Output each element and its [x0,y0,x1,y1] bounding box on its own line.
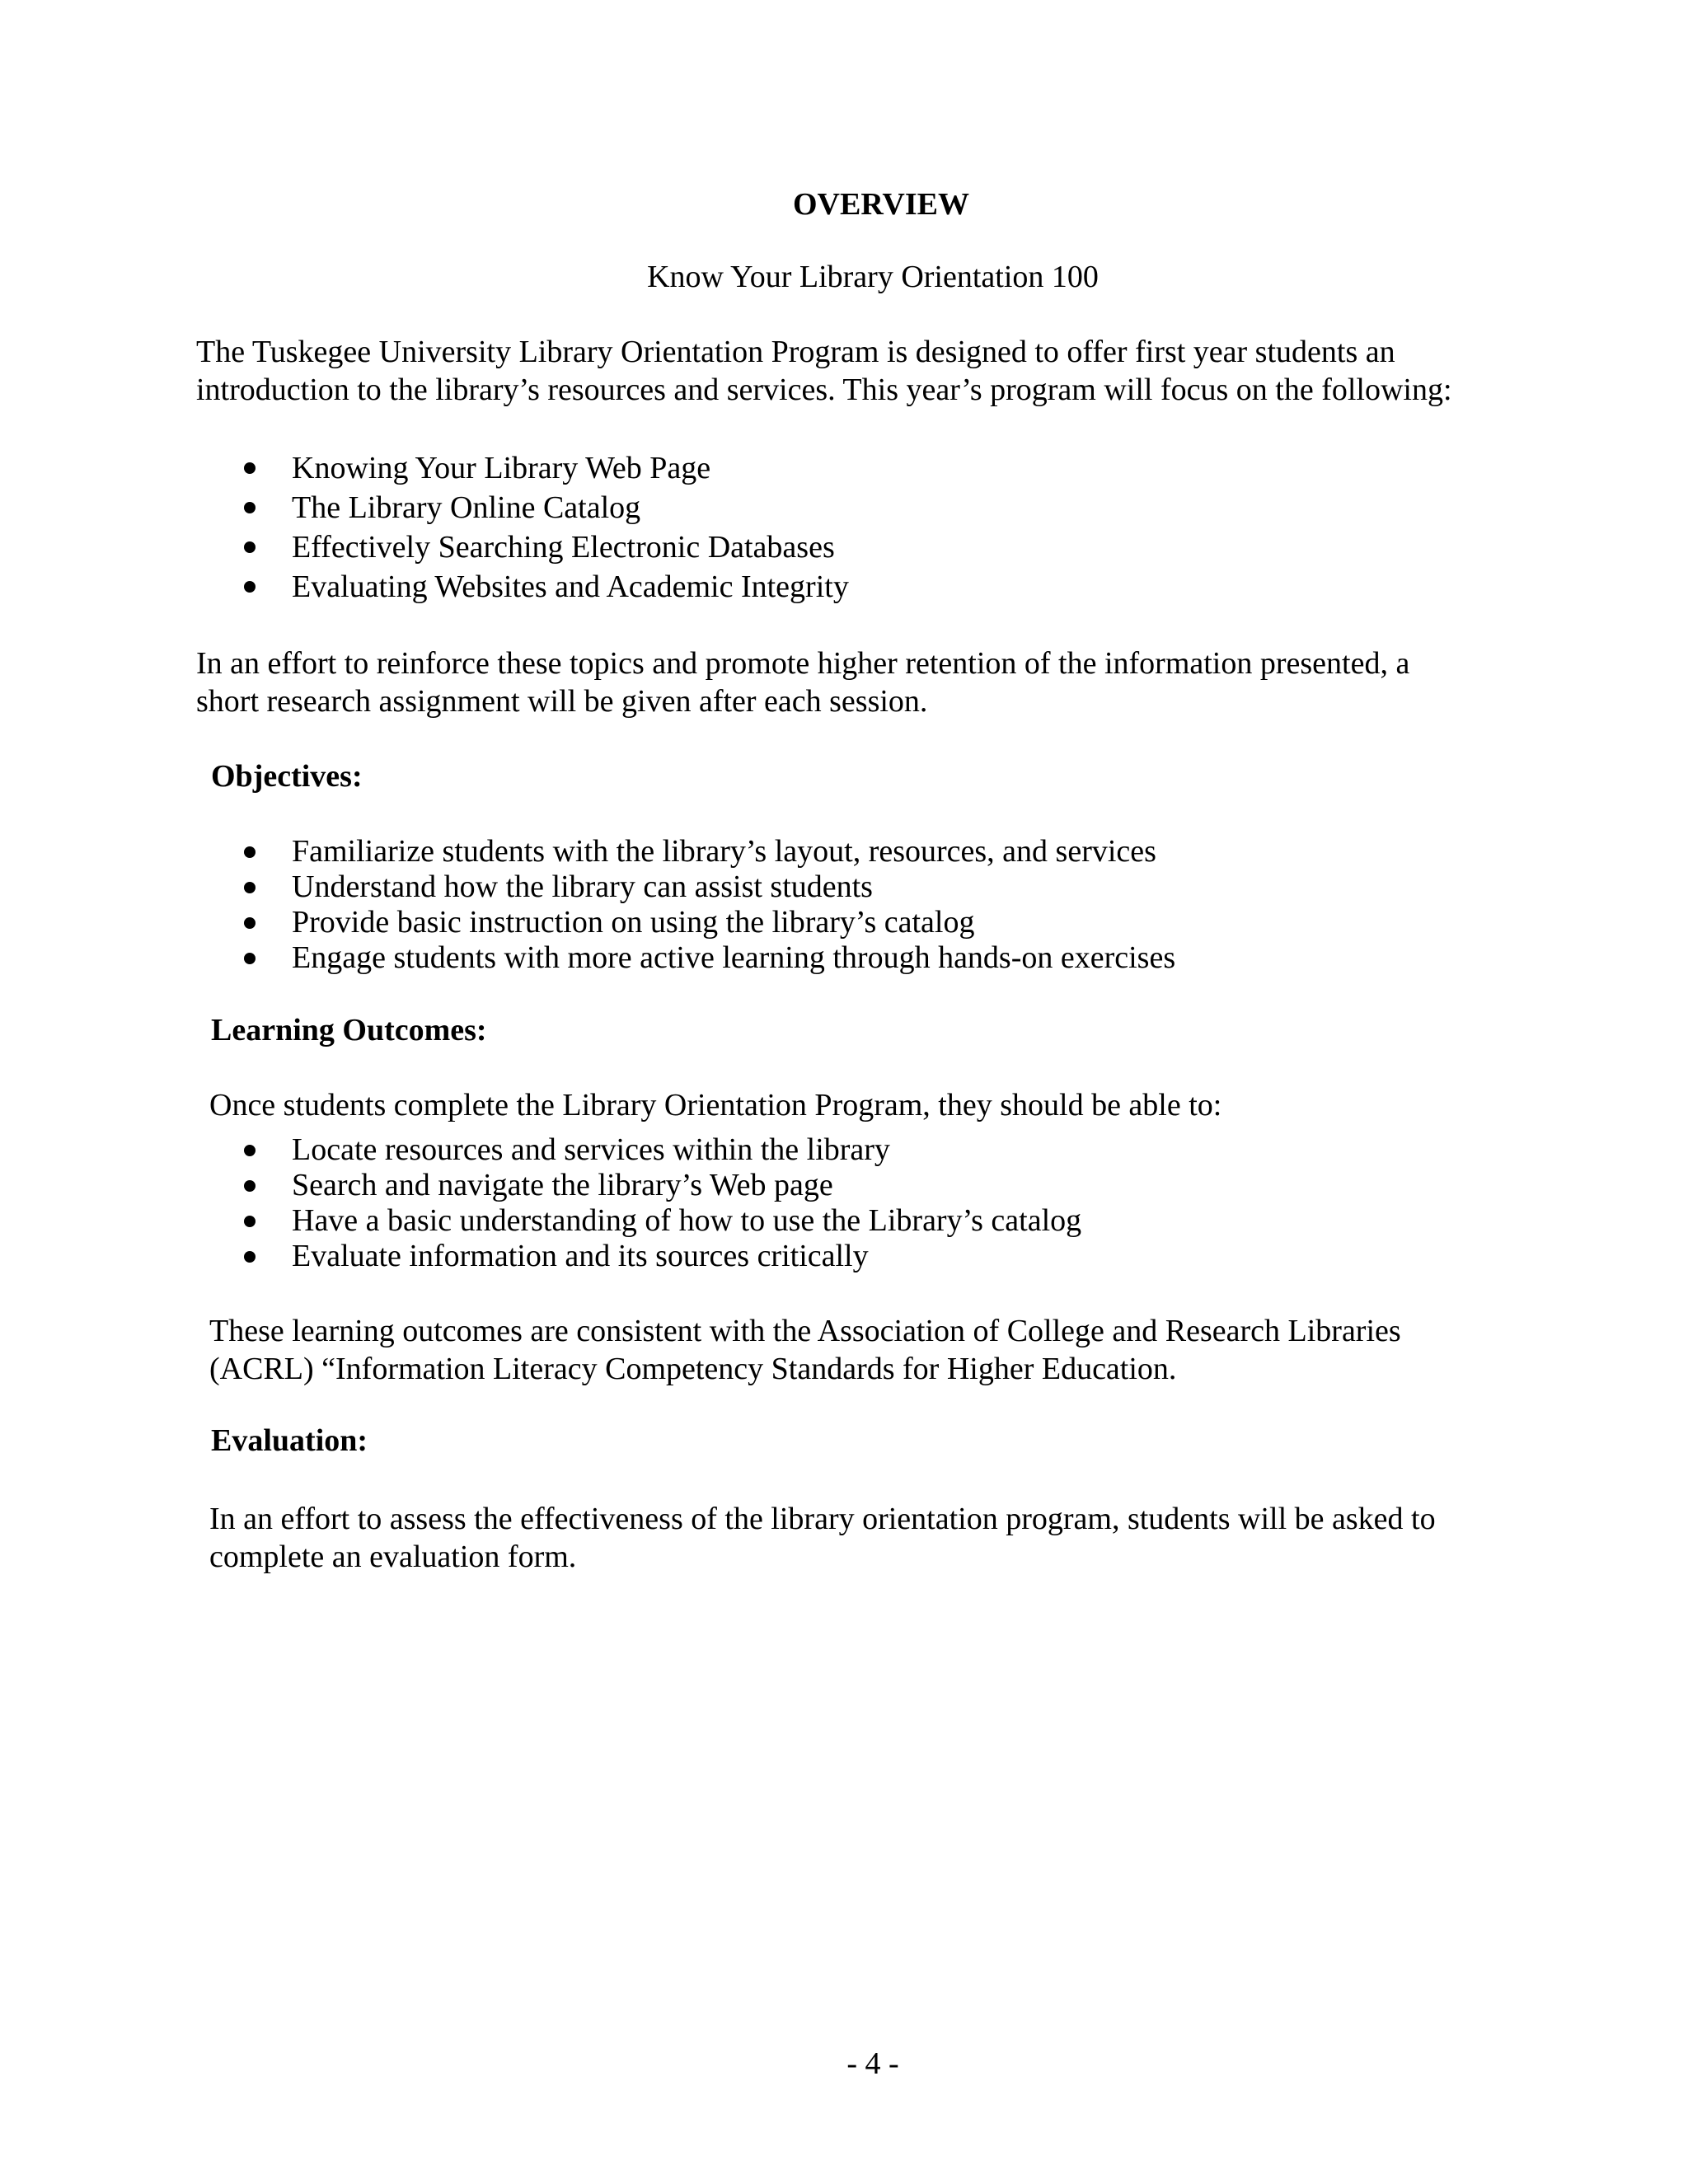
objectives-list [196,834,1175,976]
page-number: - 4 - [846,2046,899,2081]
focus-topics-list [196,448,849,607]
list-item: Engage students with more active learning through hands-on exercises [196,940,1175,976]
reinforce-line-2: short research assignment will be given after each session. [196,684,928,719]
list-item: Effectively Searching Electronic Databases [196,527,849,567]
bullet-icon [244,502,256,513]
learning-outcomes-heading: Learning Outcomes: [211,1013,487,1047]
list-item: Provide basic instruction on using the library’s catalog [196,905,1175,940]
list-item: Knowing Your Library Web Page [196,448,849,488]
intro-paragraph [196,333,1452,409]
bullet-icon [244,1251,256,1263]
learning-outcomes-lead: Once students complete the Library Orientation Program, they should be able to: [209,1088,1222,1122]
list-item: Evaluate information and its sources critically [196,1239,1081,1274]
learning-outcomes-list [196,1132,1081,1274]
bullet-icon [244,581,256,593]
bullet-icon [244,1145,256,1156]
bullet-icon [244,1216,256,1227]
bullet-icon [244,846,256,858]
evaluation-heading: Evaluation: [211,1423,368,1458]
reinforce-line-1: In an effort to reinforce these topics and promote higher retention of the information presented, a [196,646,1410,681]
list-item: Locate resources and services within the library [196,1132,1081,1168]
intro-line-2: introduction to the library’s resources and services. This year’s program will focus on the following: [196,373,1452,407]
bullet-icon [244,541,256,553]
intro-line-1: The Tuskegee University Library Orientation Program is designed to offer first year students an [196,335,1395,369]
reinforce-paragraph [196,644,1409,720]
list-item: Familiarize students with the library’s layout, resources, and services [196,834,1175,869]
bullet-icon [244,462,256,474]
bullet-icon [244,953,256,964]
page-title: OVERVIEW [792,187,970,222]
list-item: The Library Online Catalog [196,488,849,527]
list-item: Have a basic understanding of how to use the Library’s catalog [196,1203,1081,1239]
bullet-icon [244,917,256,929]
evaluation-line-2: complete an evaluation form. [209,1540,577,1574]
list-item: Search and navigate the library’s Web page [196,1168,1081,1203]
list-item: Understand how the library can assist students [196,869,1175,905]
acrl-note-line-2: (ACRL) “Information Literacy Competency Standards for Higher Education. [209,1352,1177,1386]
bullet-icon [244,1180,256,1192]
objectives-heading: Objectives: [211,759,363,794]
acrl-note-line-1: These learning outcomes are consistent with the Association of College and Research Libraries [209,1314,1401,1348]
evaluation-line-1: In an effort to assess the effectiveness of the library orientation program, students will be asked to [209,1502,1436,1536]
bullet-icon [244,882,256,893]
evaluation-paragraph [209,1500,1436,1576]
list-item: Evaluating Websites and Academic Integrity [196,567,849,607]
page-subtitle: Know Your Library Orientation 100 [647,260,1099,294]
acrl-note [209,1312,1401,1388]
